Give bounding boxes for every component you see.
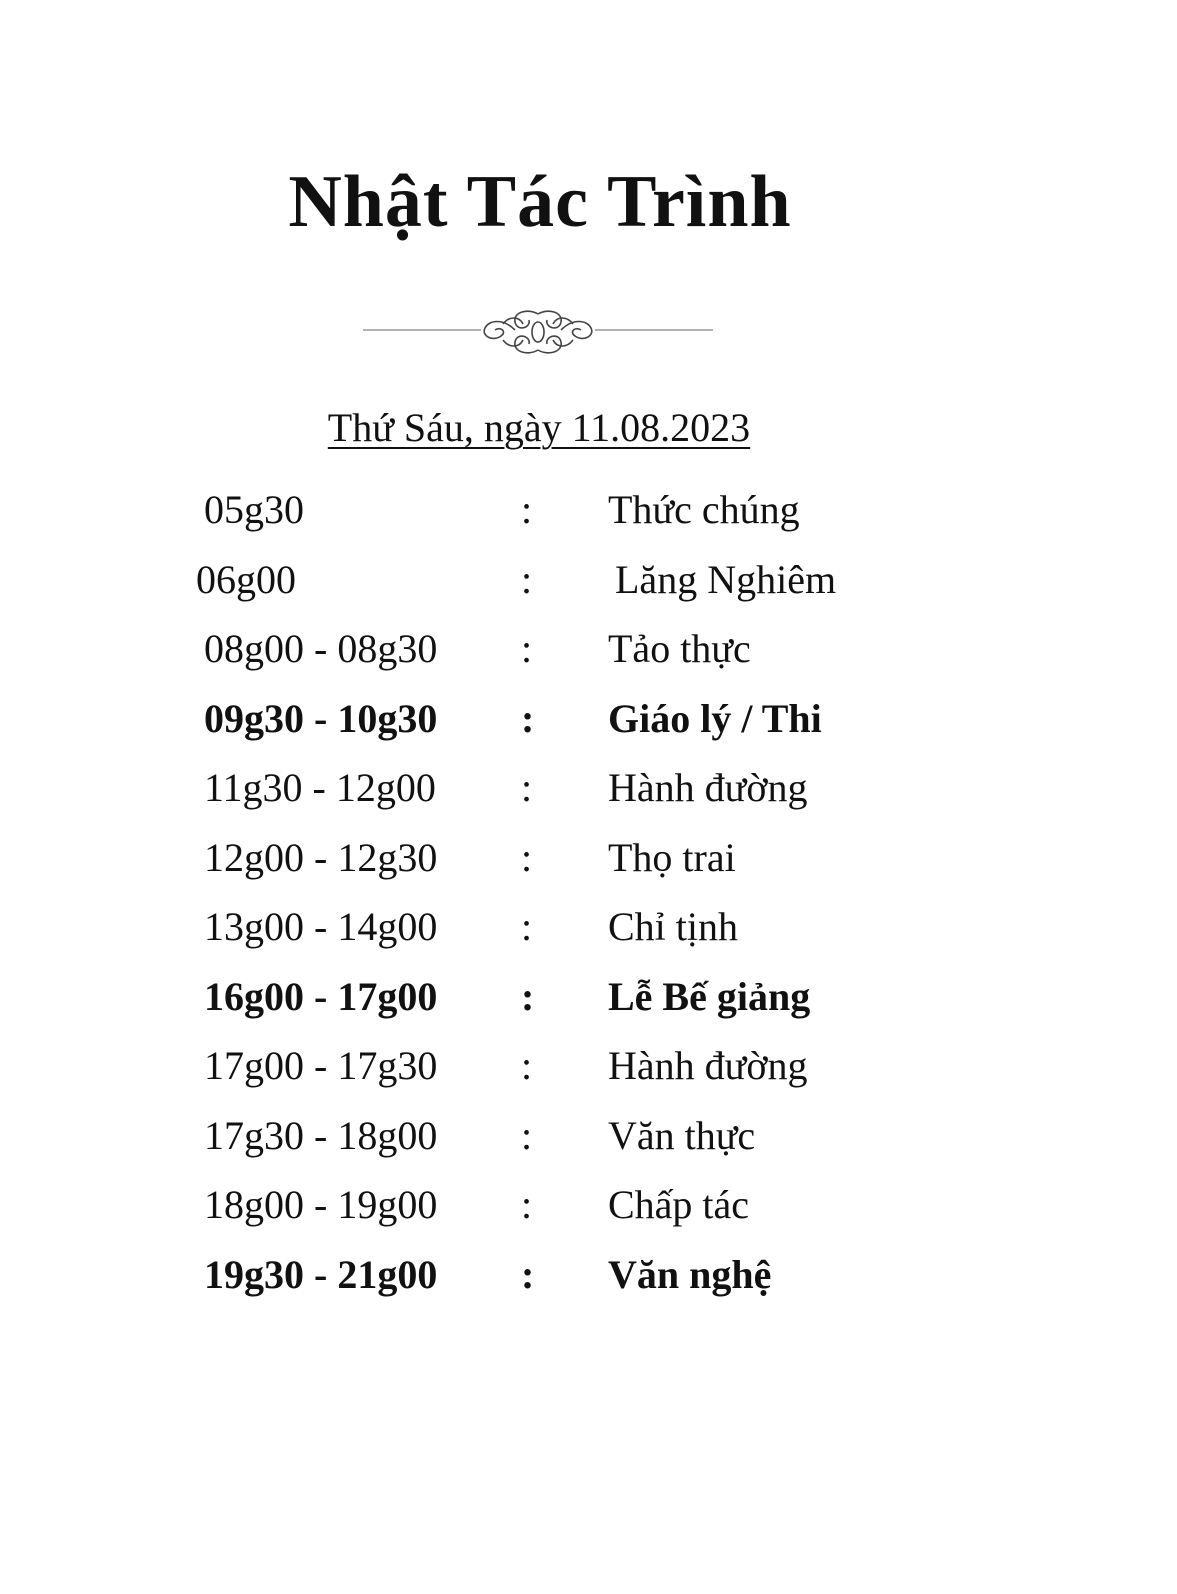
- schedule-separator: :: [521, 1112, 533, 1158]
- schedule-separator: :: [521, 626, 533, 671]
- schedule-activity: Lăng Nghiêm: [615, 556, 837, 602]
- schedule-activity: Văn thực: [608, 1112, 756, 1158]
- schedule-time: 13g00 - 14g00: [204, 904, 438, 949]
- ornament-divider-icon: [363, 306, 713, 358]
- schedule-time: 05g30: [204, 487, 304, 532]
- schedule-row: [0, 1245, 1177, 1305]
- schedule-separator: :: [521, 1182, 533, 1227]
- document-title: Nhật Tác Trình: [288, 161, 792, 243]
- schedule-row: [0, 480, 1177, 540]
- schedule-time: 16g00 - 17g00: [204, 973, 438, 1019]
- schedule-separator: :: [521, 695, 535, 741]
- schedule-separator: :: [521, 834, 533, 880]
- schedule-time: 08g00 - 08g30: [204, 626, 438, 671]
- schedule-activity: Hành đường: [608, 1043, 808, 1088]
- schedule-activity: Hành đường: [608, 765, 808, 810]
- schedule-row: [0, 897, 1177, 957]
- schedule-row: [0, 758, 1177, 818]
- schedule-time: 09g30 - 10g30: [204, 695, 438, 741]
- date-heading: [0, 404, 1078, 451]
- schedule-time: 19g30 - 21g00: [204, 1251, 438, 1297]
- schedule-activity: Chấp tác: [608, 1182, 750, 1227]
- schedule-time: 17g00 - 17g30: [204, 1043, 438, 1088]
- date-text: Thứ Sáu, ngày 11.08.2023: [327, 405, 751, 450]
- schedule-row: [0, 1036, 1177, 1096]
- schedule-separator: :: [521, 1251, 535, 1297]
- schedule-separator: :: [521, 556, 533, 602]
- schedule-row: [0, 1106, 1177, 1166]
- schedule-activity: Tảo thực: [608, 626, 751, 671]
- schedule-row: [0, 828, 1177, 888]
- schedule-activity: Thọ trai: [608, 834, 736, 880]
- schedule-row: [0, 967, 1177, 1027]
- schedule-activity: Lễ Bế giảng: [608, 973, 811, 1019]
- schedule-separator: :: [521, 1043, 533, 1088]
- schedule-time: 11g30 - 12g00: [204, 765, 436, 810]
- schedule-separator: :: [521, 904, 533, 949]
- schedule-separator: :: [521, 973, 535, 1019]
- schedule-time: 17g30 - 18g00: [204, 1112, 438, 1158]
- schedule-activity: Giáo lý / Thi: [608, 695, 822, 741]
- schedule-time: 18g00 - 19g00: [204, 1182, 438, 1227]
- schedule-separator: :: [521, 487, 533, 532]
- schedule-activity: Chỉ tịnh: [608, 904, 739, 949]
- schedule-row: [0, 689, 1177, 749]
- schedule-separator: :: [521, 765, 533, 810]
- schedule-activity: Thức chúng: [608, 487, 800, 532]
- schedule-time: 06g00: [196, 556, 296, 602]
- schedule-row: [0, 1175, 1177, 1235]
- schedule-time: 12g00 - 12g30: [204, 834, 438, 880]
- schedule-row: [0, 550, 1177, 610]
- schedule-row: [0, 619, 1177, 679]
- schedule-activity: Văn nghệ: [608, 1251, 772, 1297]
